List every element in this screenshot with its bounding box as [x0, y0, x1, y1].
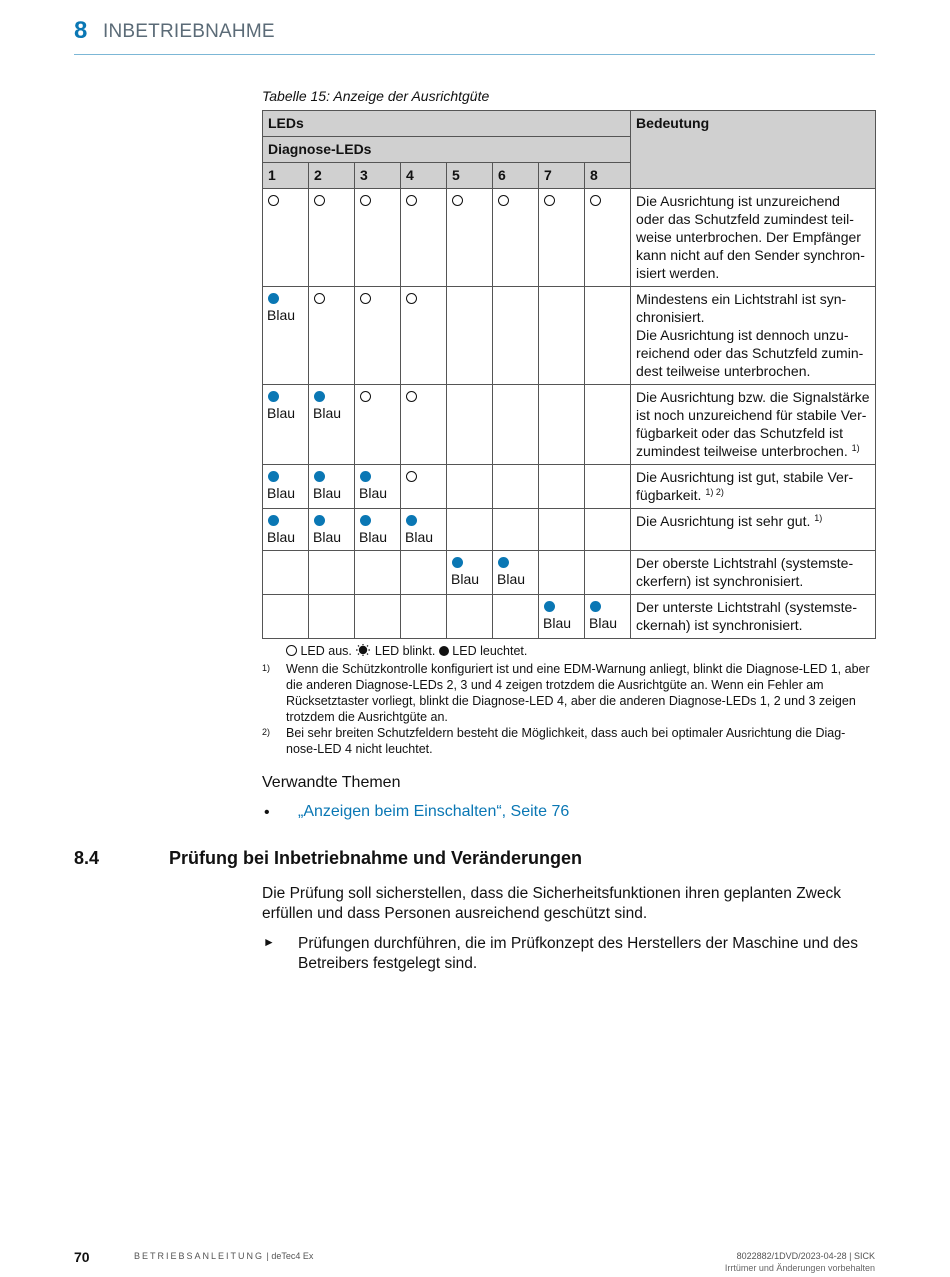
section-title: Prüfung bei Inbetriebnahme und Veränderungen [169, 848, 583, 868]
led-color-label: Blau [267, 405, 296, 421]
led-cell [493, 595, 539, 639]
footnote-text: Bei sehr breiten Schutzfeldern besteht die Möglichkeit, dass auch bei optimaler Ausrichtung die Diag-nose-LED 4 nicht leuchtet. [286, 726, 846, 756]
led-off-icon [406, 195, 417, 206]
led-cell [539, 385, 585, 465]
led-on-icon [314, 391, 325, 402]
led-on-icon [498, 557, 509, 568]
led-on-icon [268, 515, 279, 526]
led-on-icon [314, 471, 325, 482]
alignment-table [262, 110, 876, 639]
led-color-label: Blau [359, 529, 388, 545]
led-cell [401, 385, 447, 465]
header-leds: LEDs [263, 111, 631, 137]
led-color-label: Blau [313, 405, 342, 421]
led-cell [585, 287, 631, 385]
led-cell [539, 465, 585, 509]
led-cell [355, 189, 401, 287]
footnote-ref: 1) [814, 513, 823, 523]
led-off-icon [360, 391, 371, 402]
meaning-text: Die Ausrichtung ist sehr gut. [636, 513, 811, 529]
footer-disclaimer: Irrtümer und Änderungen vorbehalten [724, 1263, 875, 1273]
led-cell [493, 385, 539, 465]
led-cell [309, 465, 355, 509]
led-cell [401, 595, 447, 639]
meaning-cell [631, 287, 876, 385]
table-row [263, 189, 876, 287]
meaning-cell [631, 551, 876, 595]
footnote-2 [262, 725, 875, 757]
led-on-icon [590, 601, 601, 612]
led-cell [355, 509, 401, 551]
meaning-text: Der oberste Lichtstrahl (systemste- ckerfern) ist synchronisiert. [636, 555, 854, 589]
led-cell [539, 595, 585, 639]
led-color-label: Blau [497, 571, 526, 587]
header-led-number: 8 [585, 163, 631, 189]
led-cell [493, 509, 539, 551]
led-cell [585, 551, 631, 595]
meaning-cell [631, 385, 876, 465]
led-cell [263, 189, 309, 287]
led-cell [309, 287, 355, 385]
header-led-number: 4 [401, 163, 447, 189]
led-off-icon [498, 195, 509, 206]
led-cell [309, 509, 355, 551]
led-on-icon [360, 515, 371, 526]
led-on-icon [406, 515, 417, 526]
led-cell [309, 385, 355, 465]
led-cell [355, 551, 401, 595]
led-cell [355, 287, 401, 385]
led-off-icon [268, 195, 279, 206]
led-on-icon [544, 601, 555, 612]
related-topics-heading: Verwandte Themen [262, 774, 401, 791]
chapter-title: INBETRIEBNAHME [103, 21, 275, 42]
led-cell [539, 287, 585, 385]
led-on-icon [268, 391, 279, 402]
footer-doc: BETRIEBSANLEITUNG | deTec4 Ex [134, 1251, 314, 1261]
led-cell [263, 385, 309, 465]
meaning-cell [631, 189, 876, 287]
header-meaning: Bedeutung [631, 111, 876, 189]
meaning-text: Die Ausrichtung ist gut, stabile Ver- fügbarkeit. [636, 469, 854, 503]
led-cell [585, 385, 631, 465]
footnote-ref: 1) 2) [705, 487, 724, 497]
led-color-label: Blau [267, 485, 296, 501]
led-off-icon [286, 645, 297, 656]
led-color-label: Blau [405, 529, 434, 545]
led-cell [401, 509, 447, 551]
led-cell [493, 551, 539, 595]
led-cell [309, 189, 355, 287]
led-cell [585, 189, 631, 287]
header-led-number: 7 [539, 163, 585, 189]
led-cell [401, 465, 447, 509]
led-on-icon [268, 471, 279, 482]
led-cell [309, 595, 355, 639]
step-arrow-icon: ► [263, 935, 275, 949]
led-cell [447, 465, 493, 509]
led-cell [493, 465, 539, 509]
led-off-icon [452, 195, 463, 206]
led-off-icon [406, 293, 417, 304]
led-off-icon [360, 293, 371, 304]
led-cell [263, 509, 309, 551]
table-row [263, 465, 876, 509]
led-cell [447, 595, 493, 639]
led-cell [493, 189, 539, 287]
header-led-number: 1 [263, 163, 309, 189]
led-color-label: Blau [589, 615, 618, 631]
legend-off: LED aus. [300, 644, 352, 658]
table-row [263, 595, 876, 639]
led-cell [447, 189, 493, 287]
led-legend [286, 644, 527, 658]
table-caption: Tabelle 15: Anzeige der Ausrichtgüte [262, 88, 490, 104]
footnote-ref: 1) [851, 443, 860, 453]
led-cell [309, 551, 355, 595]
led-color-label: Blau [313, 529, 342, 545]
led-on-icon [314, 515, 325, 526]
header-diagnose-leds: Diagnose-LEDs [263, 137, 631, 163]
led-off-icon [406, 391, 417, 402]
led-cell [401, 551, 447, 595]
footer-product: deTec4 Ex [271, 1251, 314, 1261]
led-cell [585, 465, 631, 509]
led-color-label: Blau [267, 529, 296, 545]
chapter-number: 8 [74, 17, 88, 44]
table-row [263, 287, 876, 385]
led-on-icon [439, 646, 449, 656]
led-cell [539, 551, 585, 595]
led-cell [263, 551, 309, 595]
led-off-icon [314, 195, 325, 206]
led-color-label: Blau [267, 307, 296, 323]
led-blink-icon [355, 644, 371, 656]
table-row [263, 385, 876, 465]
legend-on: LED leuchtet. [452, 644, 528, 658]
led-cell [493, 287, 539, 385]
header-led-number: 2 [309, 163, 355, 189]
led-off-icon [544, 195, 555, 206]
table-row [263, 551, 876, 595]
led-cell [355, 465, 401, 509]
led-color-label: Blau [313, 485, 342, 501]
footnote-mark: 1) [262, 663, 271, 673]
led-cell [447, 385, 493, 465]
led-cell [263, 595, 309, 639]
led-off-icon [406, 471, 417, 482]
meaning-text: Die Ausrichtung bzw. die Signalstärke ist noch unzureichend für stabile Ver- fügbarkeit oder das Schutzfeld ist zumindest teilweise unterbrochen. [636, 389, 870, 459]
led-cell [401, 189, 447, 287]
led-on-icon [360, 471, 371, 482]
section-intro: Die Prüfung soll sicherstellen, dass die Sicherheitsfunktionen ihren geplanten Zweck erfüllen und dass Personen ausreichend geschützt sind. [262, 885, 841, 922]
bullet-icon: • [264, 804, 270, 821]
footnote-text: Wenn die Schützkontrolle konfiguriert ist und eine EDM-Warnung anliegt, blinkt die Diagnose-LED 1, aber die anderen Diagnose-LEDs 2, 3 und 4 zeigen trotzdem die Ausrichtgüte an. Wenn ein Fehler am Rücksetztaster vorliegt, blinkt die Diagnose-LED 4, aber die anderen Diagnose-LEDs 1, 2 und 3 zeigen trotzdem die Ausrichtgüte an. [286, 662, 870, 724]
led-cell [447, 551, 493, 595]
section-number: 8.4 [74, 848, 100, 868]
led-cell [539, 189, 585, 287]
footer-doc-id: 8022882/1DVD/2023-04-28 | SICK [736, 1251, 875, 1261]
led-cell [401, 287, 447, 385]
led-color-label: Blau [543, 615, 572, 631]
meaning-cell [631, 465, 876, 509]
led-cell [263, 465, 309, 509]
led-cell [447, 287, 493, 385]
led-cell [355, 385, 401, 465]
led-off-icon [360, 195, 371, 206]
instruction-step: Prüfungen durchführen, die im Prüfkonzept des Herstellers der Maschine und des Betreibers festgelegt sind. [298, 935, 859, 972]
led-off-icon [314, 293, 325, 304]
led-on-icon [452, 557, 463, 568]
led-cell [585, 509, 631, 551]
led-cell [585, 595, 631, 639]
header-led-number: 3 [355, 163, 401, 189]
led-on-icon [268, 293, 279, 304]
meaning-cell [631, 595, 876, 639]
meaning-text: Die Ausrichtung ist unzureichend oder das Schutzfeld zumindest teil- weise unterbrochen. Der Empfänger kann nicht auf den Sender synchron- isiert werden. [636, 193, 865, 281]
meaning-text: Der unterste Lichtstrahl (systemste- ckernah) ist synchronisiert. [636, 599, 858, 633]
footer-doc-type: BETRIEBSANLEITUNG [134, 1251, 265, 1261]
meaning-cell [631, 509, 876, 551]
led-off-icon [590, 195, 601, 206]
page-number: 70 [74, 1249, 90, 1265]
meaning-text: Mindestens ein Lichtstrahl ist syn- chronisiert. Die Ausrichtung ist dennoch unzu- reichend oder das Schutzfeld zumin- dest teilweise unterbrochen. [636, 291, 864, 379]
legend-blink: LED blinkt. [374, 644, 436, 658]
header-led-number: 5 [447, 163, 493, 189]
led-color-label: Blau [451, 571, 480, 587]
table-row [263, 509, 876, 551]
led-cell [539, 509, 585, 551]
footnote-mark: 2) [262, 727, 271, 737]
page-header [74, 16, 875, 55]
footnote-1 [262, 661, 875, 725]
led-cell [355, 595, 401, 639]
led-cell [447, 509, 493, 551]
related-topic-link[interactable]: „Anzeigen beim Einschalten“, Seite 76 [298, 803, 570, 820]
header-led-number: 6 [493, 163, 539, 189]
led-cell [263, 287, 309, 385]
led-color-label: Blau [359, 485, 388, 501]
